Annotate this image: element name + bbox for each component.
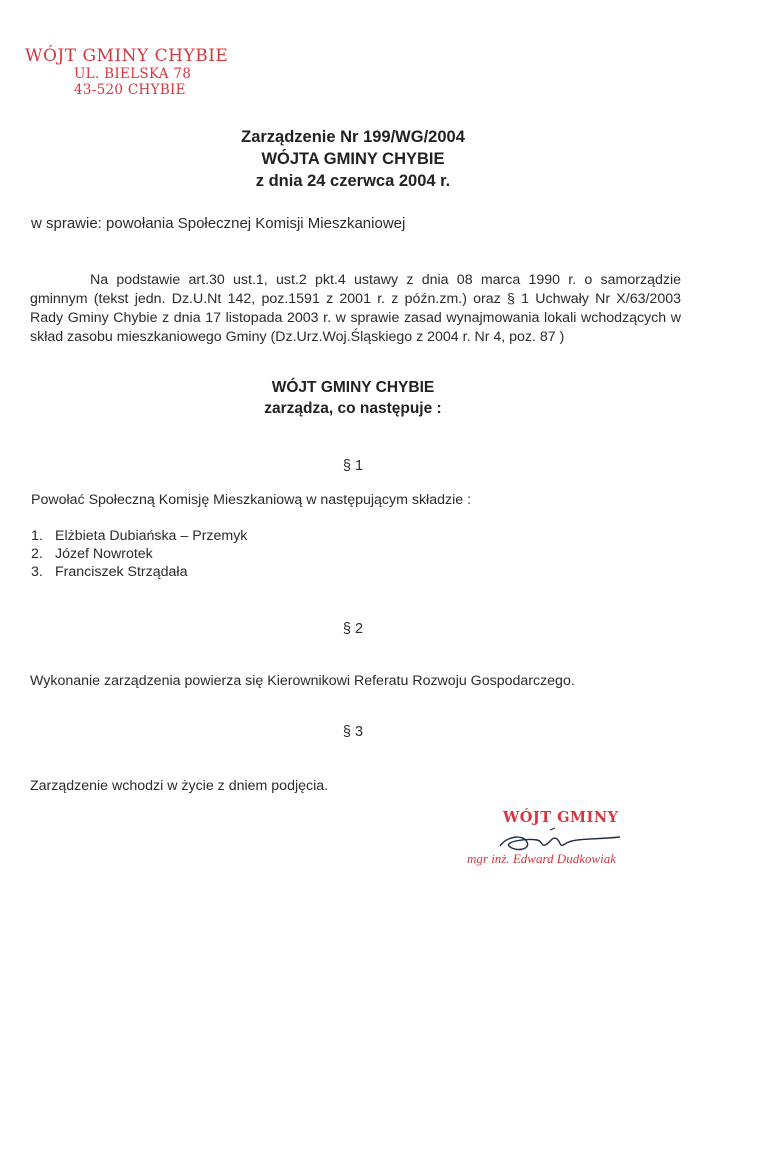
section-3-mark: § 3 bbox=[342, 724, 364, 740]
issue-date: z dnia 24 czerwca 2004 r. bbox=[255, 172, 451, 190]
signature-stroke bbox=[500, 837, 620, 849]
list-item-number: 3. bbox=[31, 564, 43, 580]
issuer: WÓJTA GMINY CHYBIE bbox=[261, 150, 445, 168]
stamp-street: UL. BIELSKA 78 bbox=[74, 66, 192, 82]
section-2-mark: § 2 bbox=[342, 621, 364, 637]
signature-accent bbox=[550, 828, 555, 830]
ordinance-number: Zarządzenie Nr 199/WG/2004 bbox=[241, 128, 465, 146]
stamp-office-name: WÓJT GMINY CHYBIE bbox=[25, 46, 229, 66]
stamp-postcode-city: 43-520 CHYBIE bbox=[74, 82, 186, 98]
order-heading-decree: zarządza, co następuje : bbox=[264, 400, 442, 417]
list-item bbox=[31, 563, 247, 581]
list-item-name: Franciszek Strządała bbox=[55, 564, 188, 580]
list-item-number: 1. bbox=[31, 528, 43, 544]
legal-basis-paragraph bbox=[30, 271, 681, 347]
section-1-text: Powołać Społeczną Komisję Mieszkaniową w następującym składzie : bbox=[31, 492, 472, 508]
order-heading-issuer: WÓJT GMINY CHYBIE bbox=[271, 379, 435, 396]
office-stamp bbox=[25, 46, 228, 98]
section-2-text: Wykonanie zarządzenia powierza się Kierownikowi Referatu Rozwoju Gospodarczego. bbox=[30, 673, 575, 689]
list-item-name: Józef Nowrotek bbox=[55, 546, 153, 562]
list-item bbox=[31, 545, 247, 563]
subject-line: w sprawie: powołania Społecznej Komisji Mieszkaniowej bbox=[31, 215, 406, 232]
document-title bbox=[0, 126, 706, 192]
signature-stamp-title: WÓJT GMINY bbox=[503, 809, 619, 826]
legal-basis-text: Na podstawie art.30 ust.1, ust.2 pkt.4 ustawy z dnia 08 marca 1990 r. o samorządzie gminnym (tekst jedn. Dz.U.Nt 142, poz.1591 z 2001 r. z późn.zm.) oraz § 1 Uchwały Nr X/63/2003 Rady Gminy Chybie z dnia 17 listopada 2003 r. w sprawie zasad wynajmowania lokali wchodzących w skład zasobu mieszkaniowego Gminy (Dz.Urz.Woj.Śląskiego z 2004 r. Nr 4, poz. 87 ) bbox=[30, 272, 681, 345]
order-heading bbox=[0, 377, 706, 419]
section-3-text: Zarządzenie wchodzi w życie z dniem podjęcia. bbox=[30, 778, 329, 794]
list-item-name: Elżbieta Dubiańska – Przemyk bbox=[55, 528, 248, 544]
list-item bbox=[31, 527, 247, 545]
section-1-mark: § 1 bbox=[342, 458, 364, 474]
list-item-number: 2. bbox=[31, 546, 43, 562]
signatory-name: mgr inż. Edward Dudkowiak bbox=[467, 851, 617, 866]
committee-members-list bbox=[31, 527, 247, 581]
